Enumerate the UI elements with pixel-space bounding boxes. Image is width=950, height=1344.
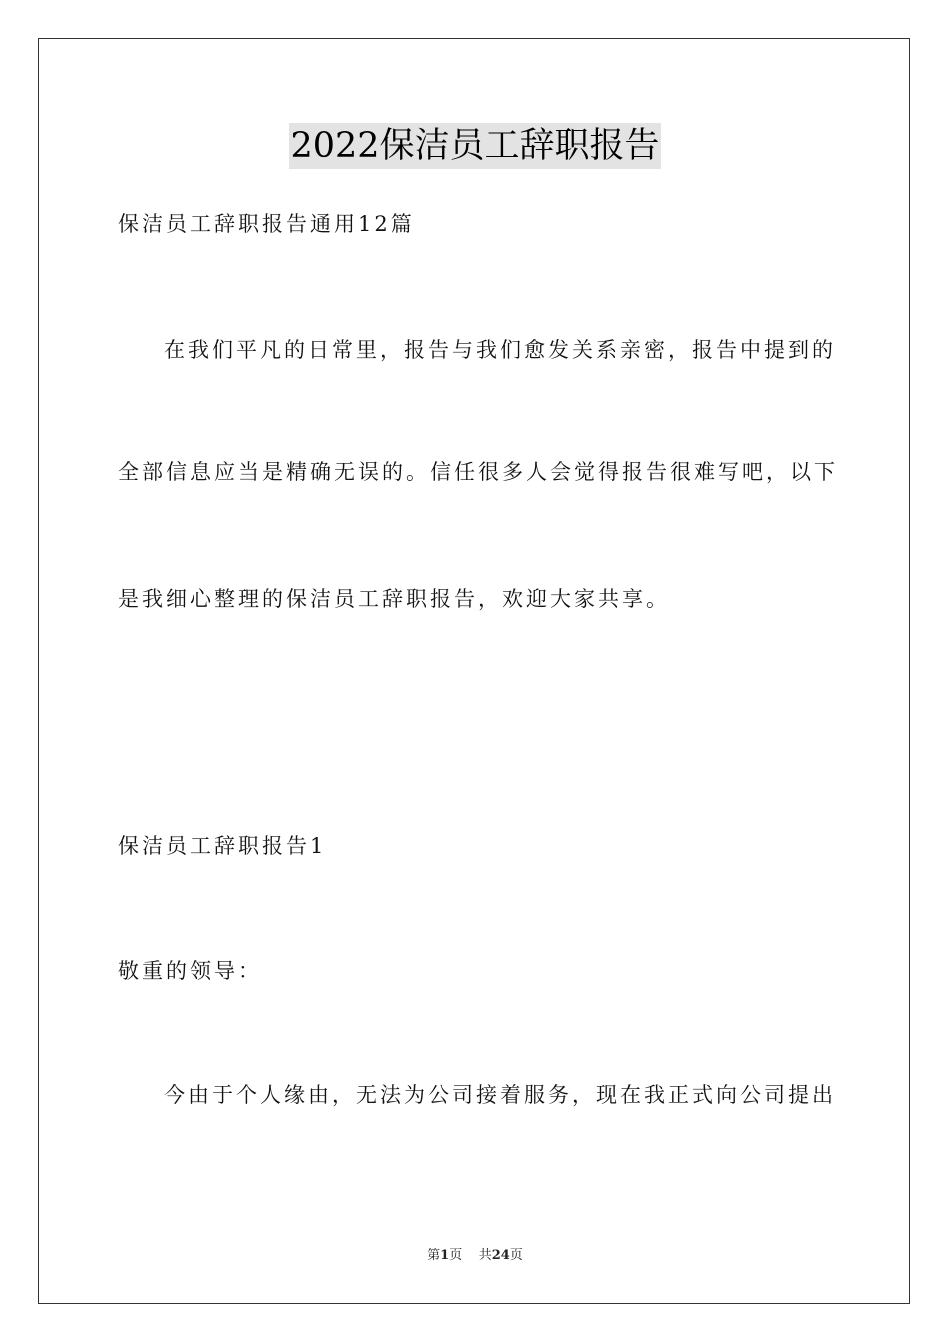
footer-total-prefix: 共 <box>478 1248 492 1263</box>
footer-total-pages: 24 <box>491 1248 510 1263</box>
intro-line-2: 全部信息应当是精确无误的。信任很多人会觉得报告很难写吧，以下 <box>118 460 838 484</box>
intro-line-3: 是我细心整理的保洁员工辞职报告，欢迎大家共享。 <box>118 587 670 611</box>
body-line-1: 今由于个人缘由，无法为公司接着服务，现在我正式向公司提出 <box>164 1083 836 1107</box>
footer-page-prefix: 第 <box>427 1248 441 1263</box>
title-container <box>0 123 950 169</box>
page-footer <box>0 1247 950 1265</box>
footer-total-suffix: 页 <box>509 1248 523 1263</box>
salutation: 敬重的领导： <box>118 959 262 983</box>
footer-page-number: 1 <box>440 1248 450 1263</box>
section-heading: 保洁员工辞职报告1 <box>118 834 327 858</box>
document-title: 2022保洁员工辞职报告 <box>289 123 660 169</box>
footer-page-suffix: 页 <box>449 1248 463 1263</box>
document-subtitle: 保洁员工辞职报告通用12篇 <box>118 212 415 236</box>
intro-line-1: 在我们平凡的日常里，报告与我们愈发关系亲密，报告中提到的 <box>164 338 836 362</box>
